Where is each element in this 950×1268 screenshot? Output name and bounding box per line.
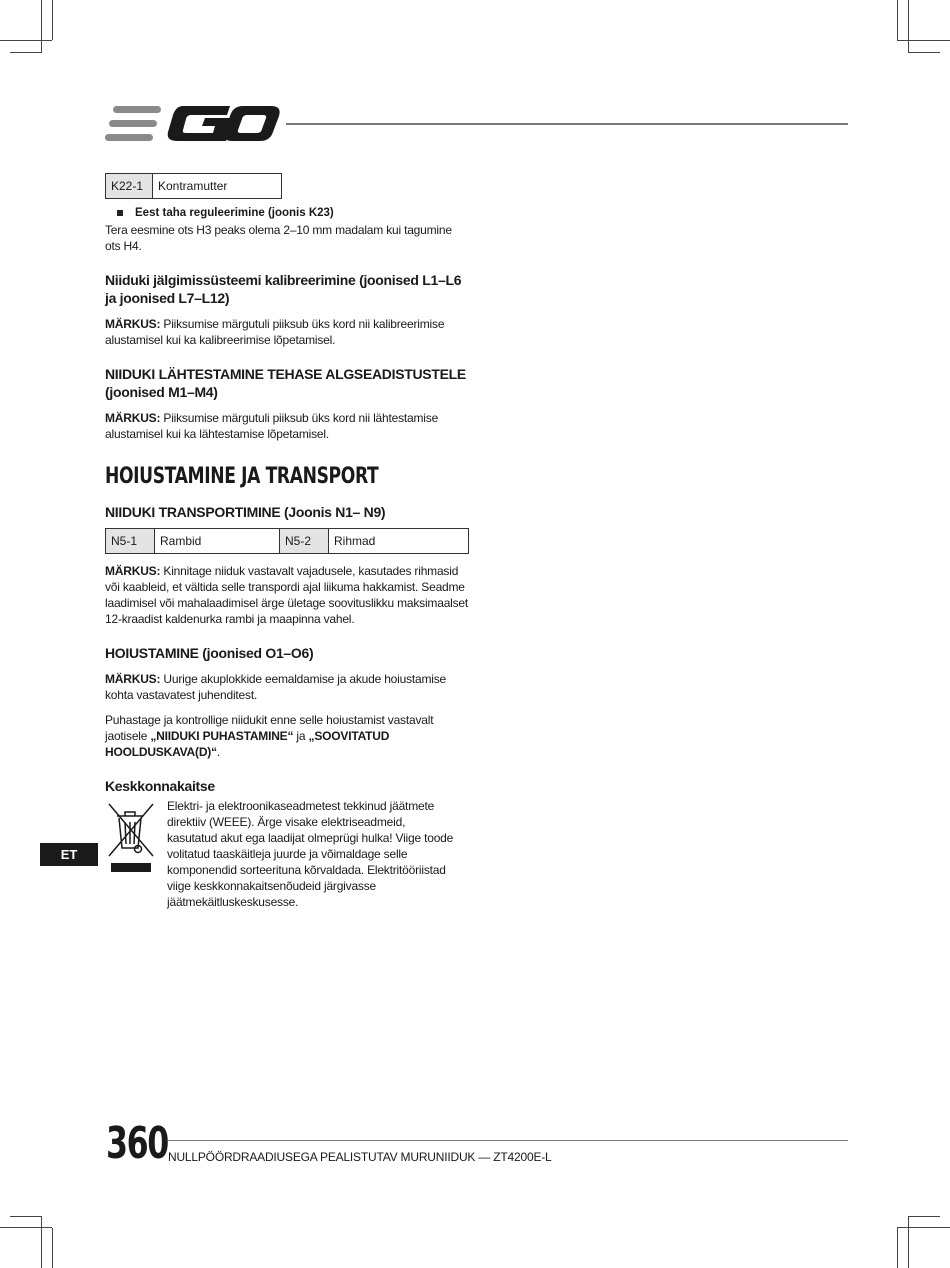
footer-title: NULLPÖÖRDRAADIUSEGA PEALISTUTAV MURUNIIDUK — ZT4200E-L bbox=[168, 1150, 552, 1164]
transport-note bbox=[105, 563, 470, 627]
calibration-note bbox=[105, 316, 470, 348]
reset-heading: NIIDUKI LÄHTESTAMINE TEHASE ALGSEADISTUSTELE (joonised M1–M4) bbox=[105, 366, 466, 400]
weee-bin-graphic bbox=[105, 798, 157, 874]
calibration-heading: Niiduki jälgimissüsteemi kalibreerimine (joonised L1–L6 ja joonised L7–L12) bbox=[105, 272, 462, 306]
part-label: Rihmad bbox=[329, 529, 469, 554]
part-code: N5-1 bbox=[106, 529, 155, 554]
crop-mark bbox=[10, 1216, 42, 1217]
bullet-text: Eest taha reguleerimine (joonis K23) bbox=[135, 207, 334, 219]
crop-mark bbox=[10, 52, 42, 53]
crop-mark bbox=[52, 1228, 53, 1268]
note-text: Kinnitage niiduk vastavalt vajadusele, kasutades rihmasid või kaableid, et vältida selle transpordi ajal liikuma hakkamist. Seadme laadimisel või mahalaadimisel ärge ületage soovituslikku maksimaalset 12-kraadist kaldenurka rambi ja maapinna vahel. bbox=[105, 564, 469, 626]
crop-mark bbox=[908, 1216, 909, 1268]
reference-cleaning: „NIIDUKI PUHASTAMINE“ bbox=[150, 729, 294, 743]
crop-mark bbox=[0, 40, 52, 41]
weee-text: Elektri- ja elektroonikaseadmetest tekkinud jäätmete direktiiv (WEEE). Ärge visake elektriseadmeid, kasutatud akut ega laadijat olmeprügi hulka! Viige toode volitatud taaskäitleja juurde ja võimaldage selle komponendid sorteerituna kõrvaldada. Elektritööriistad viige keskkonnakaitsenõudeid järgivasse jäätmekäitluskeskusesse. bbox=[167, 799, 454, 909]
crop-mark bbox=[908, 52, 940, 53]
bullet-item bbox=[105, 207, 470, 219]
page-number: 360 bbox=[106, 1118, 168, 1169]
storage-text-end: . bbox=[216, 745, 221, 759]
footer-rule bbox=[168, 1140, 848, 1141]
k23-paragraph: Tera eesmine ots H3 peaks olema 2–10 mm madalam kui tagumine ots H4. bbox=[105, 223, 452, 253]
language-tab: ET bbox=[40, 843, 98, 866]
reset-note bbox=[105, 410, 470, 442]
storage-heading: HOIUSTAMINE (joonised O1–O6) bbox=[105, 645, 314, 661]
header-rule bbox=[286, 123, 848, 125]
parts-table-k22 bbox=[105, 173, 282, 199]
table-row bbox=[106, 529, 469, 554]
table-row bbox=[106, 174, 282, 199]
ego-logo-graphic bbox=[105, 104, 280, 144]
transport-heading: NIIDUKI TRANSPORTIMINE (Joonis N1– N9) bbox=[105, 504, 386, 520]
environment-heading: Keskkonnakaitse bbox=[105, 778, 215, 794]
reference-maintenance: „SOOVITATUD HOOLDUSKAVA(D)“ bbox=[105, 729, 390, 759]
weee-crossed-bin-icon bbox=[105, 798, 167, 879]
part-label: Rambid bbox=[155, 529, 280, 554]
storage-paragraph bbox=[105, 712, 470, 760]
crop-mark bbox=[897, 40, 950, 41]
weee-block bbox=[105, 798, 470, 910]
part-label: Kontramutter bbox=[153, 174, 282, 199]
part-code: N5-2 bbox=[280, 529, 329, 554]
ego-logo bbox=[105, 104, 280, 144]
parts-table-n5 bbox=[105, 528, 469, 554]
crop-mark bbox=[897, 1227, 950, 1228]
crop-mark bbox=[897, 1228, 898, 1268]
storage-note bbox=[105, 671, 470, 703]
crop-mark bbox=[0, 1227, 52, 1228]
crop-mark bbox=[41, 0, 42, 52]
storage-text-mid: ja bbox=[293, 729, 309, 743]
part-code: K22-1 bbox=[106, 174, 153, 199]
note-text: Piiksumise märgutuli piiksub üks kord nii kalibreerimise alustamisel kui ka kalibreerimise lõpetamisel. bbox=[105, 317, 445, 347]
main-content bbox=[105, 173, 470, 910]
crop-mark bbox=[908, 0, 909, 52]
crop-mark bbox=[41, 1216, 42, 1268]
crop-mark bbox=[908, 1216, 940, 1217]
note-label: MÄRKUS: bbox=[105, 411, 161, 425]
crop-mark bbox=[52, 0, 53, 40]
note-label: MÄRKUS: bbox=[105, 564, 161, 578]
bullet-square-icon bbox=[117, 210, 123, 216]
note-label: MÄRKUS: bbox=[105, 672, 161, 686]
chapter-title: HOIUSTAMINE JA TRANSPORT bbox=[105, 464, 379, 489]
note-text: Piiksumise märgutuli piiksub üks kord nii lähtestamise alustamisel kui ka lähtestamise lõpetamisel. bbox=[105, 411, 439, 441]
crop-mark bbox=[897, 0, 898, 40]
storage-text: Puhastage ja kontrollige niidukit enne selle hoiustamist vastavalt jaotisele bbox=[105, 713, 434, 743]
note-text: Uurige akuplokkide eemaldamise ja akude hoiustamise kohta vastavatest juhenditest. bbox=[105, 672, 447, 702]
note-label: MÄRKUS: bbox=[105, 317, 161, 331]
